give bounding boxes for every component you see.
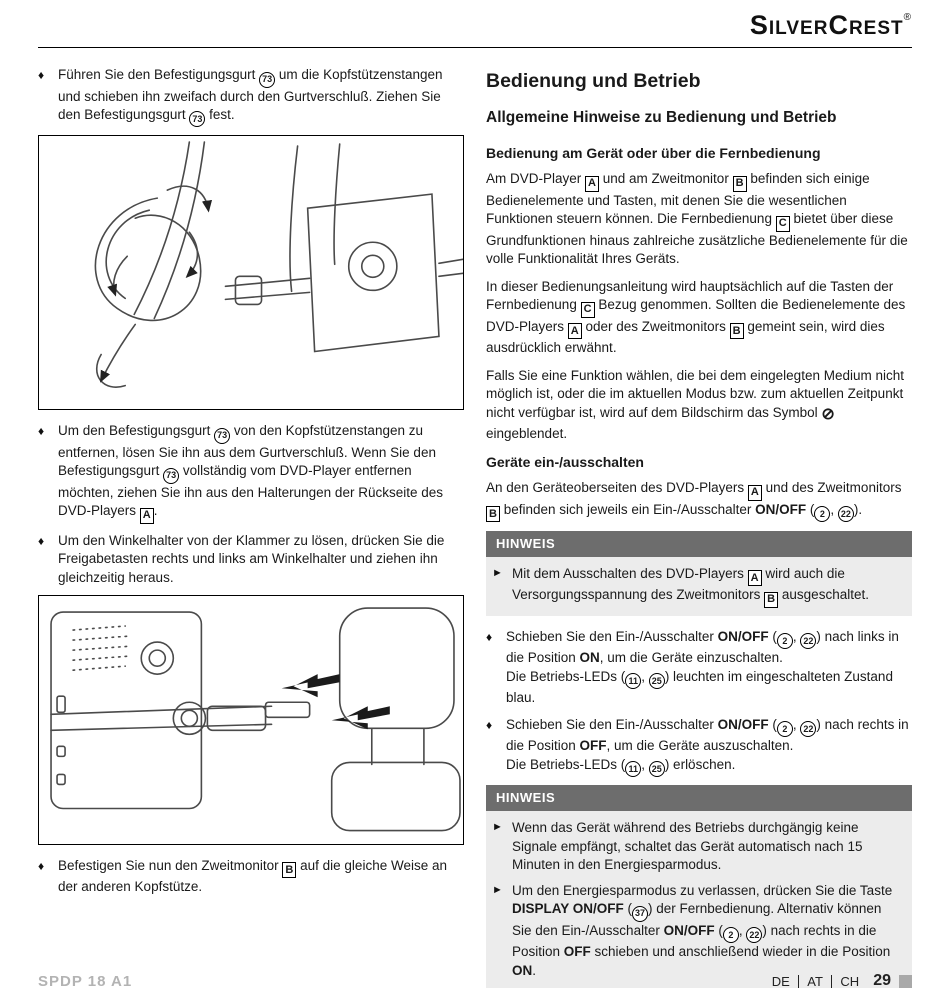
hinweis-body	[486, 557, 912, 616]
section-title: Bedienung und Betrieb	[486, 70, 701, 92]
part-number-circle: 2	[777, 721, 793, 737]
hinweis-banner: HINWEIS	[486, 785, 912, 811]
diamond-bullet-icon: ♦	[38, 533, 45, 548]
page-corner-square	[899, 975, 912, 988]
region-ch: CH	[840, 973, 860, 989]
part-number-circle: 73	[214, 428, 230, 444]
topic-title-einausschalten: Geräte ein-/ausschalten	[486, 453, 644, 470]
device-letter-box: B	[486, 506, 500, 522]
note-item	[492, 882, 902, 980]
registered-mark: ®	[903, 12, 912, 23]
paragraph: An den Geräteoberseiten des DVD-Players A und des Zweitmonitors B befinden sich jeweils ein Ein-/Ausschalter ON/OFF ( 2 , 22 ).	[486, 479, 912, 522]
bullet-text: Schieben Sie den Ein-/Ausschalter ON/OFF ( 2 , 22 ) nach links in die Position ON, um die Geräte einzuschalten. Die Betriebs-LEDs ( 11 , 25 ) leuchten im eingeschalteten Zustand blau.	[506, 628, 899, 706]
device-letter-box: C	[776, 216, 790, 232]
bullet-text: Um den Winkelhalter von der Klammer zu lösen, drücken Sie die Freigabetasten rechts und links am Winkelhalter und ziehen ihn gleichzeitig heraus.	[58, 532, 445, 585]
part-number-circle: 25	[649, 673, 665, 689]
diamond-bullet-icon: ♦	[38, 858, 45, 873]
bullet-item	[486, 716, 912, 777]
region-separator	[798, 975, 800, 988]
topic-title-bedienung: Bedienung am Gerät oder über die Fernbedienung	[486, 144, 821, 161]
hinweis-body	[486, 811, 912, 988]
part-number-circle: 73	[259, 72, 275, 88]
page-number: 29	[873, 972, 891, 989]
hinweis-banner: HINWEIS	[486, 531, 912, 557]
bold-text: DISPLAY ON/OFF	[512, 901, 624, 917]
part-number-circle: 11	[625, 761, 641, 777]
device-letter-box: A	[585, 176, 599, 192]
part-number-circle: 2	[723, 927, 739, 943]
diamond-bullet-icon: ♦	[486, 629, 493, 644]
model-number: SPDP 18 A1	[38, 972, 133, 990]
bold-text: OFF	[563, 944, 591, 960]
arrow-bullet-icon: ►	[492, 566, 503, 579]
left-column	[38, 66, 464, 1000]
hinweis-block	[486, 531, 912, 616]
device-letter-box: B	[733, 176, 747, 192]
header-rule	[38, 47, 912, 48]
part-number-circle: 22	[800, 633, 816, 649]
bullet-item	[38, 422, 464, 523]
illustration-mount-clamp	[38, 595, 464, 845]
page-footer	[38, 972, 912, 990]
bold-text: ON/OFF	[755, 501, 807, 517]
bold-text: ON/OFF	[717, 716, 769, 732]
hinweis-block	[486, 785, 912, 988]
diamond-bullet-icon: ♦	[38, 424, 45, 439]
part-number-circle: 25	[649, 761, 665, 777]
arrow-bullet-icon: ►	[492, 883, 503, 896]
bullet-item	[38, 857, 464, 897]
note-item	[492, 819, 902, 874]
arrow-bullet-icon: ►	[492, 821, 503, 834]
note-text: Wenn das Gerät während des Betriebs durchgängig keine Signale empfängt, schaltet das Gerät automatisch nach 15 Minuten in den Energiesparmodus.	[512, 820, 863, 873]
note-text: Mit dem Ausschalten des DVD-Players A wird auch die Versorgungsspannung des Zweitmonitors B ausgeschaltet.	[512, 565, 902, 608]
part-number-circle: 11	[625, 673, 641, 689]
brand-name: SilverCrest	[749, 10, 904, 40]
device-letter-box: C	[581, 302, 595, 318]
subsection-title: Allgemeine Hinweise zu Bedienung und Betrieb	[486, 108, 837, 126]
part-number-circle: 22	[800, 721, 816, 737]
bullet-text: Führen Sie den Befestigungsgurt 73 um die Kopfstützenstangen und schieben ihn zweifach durch den Gurtverschluß. Ziehen Sie den Befestigungsgurt 73 fest.	[58, 66, 464, 127]
part-number-circle: 37	[632, 906, 648, 922]
content-columns	[38, 66, 912, 1000]
bold-text: ON	[579, 650, 600, 666]
bullet-text: Schieben Sie den Ein-/Ausschalter ON/OFF ( 2 , 22 ) nach rechts in die Position OFF, um die Geräte auszuschalten. Die Betriebs-LEDs ( 11 , 25 ) erlöschen.	[506, 716, 912, 777]
region-de: DE	[771, 973, 790, 989]
region-separator	[831, 975, 833, 988]
bullet-item	[38, 66, 464, 127]
silvercrest-logo	[750, 10, 912, 41]
part-number-circle: 22	[838, 506, 854, 522]
bullet-text: Um den Befestigungsgurt 73 von den Kopfstützenstangen zu entfernen, lösen Sie ihn aus dem Gurtverschluß. Wenn Sie den Befestigungsgurt 73 vollständig vom DVD-Player entfernen möchten, ziehen Sie ihn aus den Halterungen der Rückseite des DVD-Players A .	[58, 422, 464, 523]
part-number-circle: 2	[777, 633, 793, 649]
bullet-item	[38, 532, 464, 587]
right-column	[486, 66, 912, 1000]
note-item	[492, 565, 902, 608]
note-text: Um den Energiesparmodus zu verlassen, drücken Sie die Taste DISPLAY ON/OFF ( 37 ) der Fernbedienung. Alternativ können Sie den Ein-/Ausschalter ON/OFF ( 2 , 22 ) nach rechts in die Position OFF schieben und anschließend wieder in die Position ON.	[512, 882, 893, 978]
paragraph: Am DVD-Player A und am Zweitmonitor B befinden sich einige Bedienelemente und Tasten, mit denen Sie die wesentlichen Funktionen steuern können. Die Fernbedienung C bietet über diese Grundfunktionen hinaus zahlreiche zusätzliche Bedienelemente für die volle Funktionalität Ihres Geräts.	[486, 171, 908, 267]
part-number-circle: 2	[814, 506, 830, 522]
device-letter-box: A	[568, 323, 582, 339]
bullet-text: Befestigen Sie nun den Zweitmonitor B auf die gleiche Weise an der anderen Kopfstütze.	[58, 857, 447, 895]
device-letter-box: B	[282, 862, 296, 878]
prohibited-symbol: ⊘	[821, 405, 835, 423]
footer-right	[772, 972, 912, 990]
paragraph: Falls Sie eine Funktion wählen, die bei dem eingelegten Medium nicht möglich ist, oder die im aktuellen Modus bzw. zum aktuellen Zeitpunkt nicht verfügbar ist, wird auf dem Bildschirm das Symbol ⊘ eingeblendet.	[486, 367, 904, 442]
diamond-bullet-icon: ♦	[38, 68, 45, 82]
bold-text: ON/OFF	[663, 922, 715, 938]
device-letter-box: A	[748, 570, 762, 586]
device-letter-box: A	[140, 508, 154, 524]
illustration-strap-headrest	[38, 135, 464, 410]
part-number-circle: 22	[746, 927, 762, 943]
part-number-circle: 73	[189, 111, 205, 127]
device-letter-box: A	[748, 485, 762, 501]
device-letter-box: B	[730, 323, 744, 339]
bullet-item	[486, 628, 912, 708]
bold-text: OFF	[579, 738, 607, 754]
part-number-circle: 73	[163, 468, 179, 484]
region-at: AT	[807, 973, 823, 989]
bold-text: ON/OFF	[717, 628, 769, 644]
bold-text: ON	[512, 962, 533, 978]
diamond-bullet-icon: ♦	[486, 717, 493, 732]
paragraph: In dieser Bedienungsanleitung wird hauptsächlich auf die Tasten der Fernbedienung C Bezug genommen. Sollten die Bedienelemente des DVD-Players A oder des Zweitmonitors B gemeint sein, wird dies ausdrücklich erwähnt.	[486, 278, 906, 356]
device-letter-box: B	[764, 592, 778, 608]
